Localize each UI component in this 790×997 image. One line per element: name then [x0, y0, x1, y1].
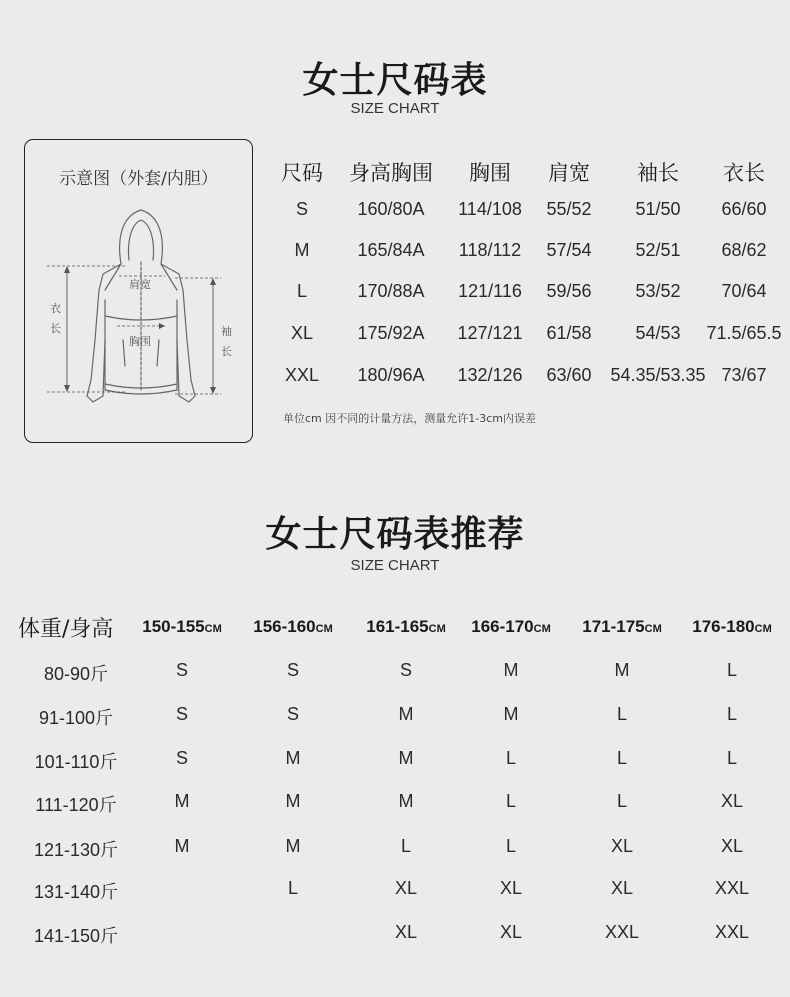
height-range-header: 150-155CM	[142, 617, 222, 636]
weight-range-label: 80-90斤	[43, 664, 109, 685]
recommended-size-cell: L	[616, 748, 628, 768]
recommended-size-cell: XL	[499, 878, 523, 898]
table-cell: 165/84A	[357, 240, 425, 260]
recommended-size-cell: M	[398, 748, 414, 768]
table-cell: 66/60	[721, 199, 767, 219]
recommended-size-cell: XL	[499, 922, 523, 942]
weight-range-label: 121-130斤	[33, 840, 119, 861]
table-cell: 114/108	[458, 199, 522, 219]
measurement-note: 单位cm 因不同的计量方法，测量允许1-3cm内误差	[283, 412, 536, 425]
height-range-header: 171-175CM	[582, 617, 662, 636]
table-cell: M	[294, 240, 310, 260]
table-cell: 170/88A	[357, 281, 425, 301]
recommendation-title: 女士尺码表推荐	[265, 514, 525, 555]
size-chart-subtitle: SIZE CHART	[350, 100, 440, 117]
table-cell: S	[295, 199, 309, 219]
table-cell: 175/92A	[357, 323, 425, 343]
height-range-header: 161-165CM	[366, 617, 446, 636]
recommended-size-cell: L	[505, 791, 517, 811]
table-cell: 54.35/53.35	[610, 365, 706, 385]
table-cell: 55/52	[546, 199, 592, 219]
table-cell: 63/60	[546, 365, 592, 385]
height-range-header: 166-170CM	[471, 617, 551, 636]
recommendation-subtitle: SIZE CHART	[350, 557, 440, 574]
chest-label: 胸围	[129, 335, 151, 348]
table-cell: 118/112	[458, 240, 522, 260]
weight-height-corner-label: 体重/身高	[18, 617, 114, 642]
recommended-size-cell: M	[285, 748, 301, 768]
table-cell: XL	[290, 323, 314, 343]
recommended-size-cell: XL	[720, 791, 744, 811]
table-header-cell: 尺码	[281, 161, 323, 185]
jacket-diagram-panel	[24, 139, 253, 443]
recommended-size-cell: S	[286, 704, 300, 724]
recommended-size-cell: M	[174, 791, 190, 811]
recommended-size-cell: L	[287, 878, 299, 898]
recommended-size-cell: XXL	[604, 922, 640, 942]
recommended-size-cell: L	[616, 704, 628, 724]
table-cell: 68/62	[721, 240, 767, 260]
recommended-size-cell: M	[503, 704, 519, 724]
jacket-illustration	[25, 140, 254, 444]
weight-range-label: 101-110斤	[34, 752, 118, 773]
table-cell: L	[296, 281, 308, 301]
recommended-size-cell: S	[286, 660, 300, 680]
recommended-size-cell: XL	[394, 878, 418, 898]
recommended-size-cell: M	[503, 660, 519, 680]
recommended-size-cell: XL	[610, 878, 634, 898]
diagram-caption: 示意图（外套/内胆）	[59, 169, 218, 189]
recommended-size-cell: XL	[394, 922, 418, 942]
recommended-size-cell: XXL	[714, 878, 750, 898]
table-cell: 132/126	[457, 365, 523, 385]
table-cell: 70/64	[721, 281, 767, 301]
table-header-cell: 胸围	[469, 161, 511, 185]
length-label-2: 长	[50, 322, 61, 335]
table-cell: XXL	[284, 365, 320, 385]
recommended-size-cell: S	[399, 660, 413, 680]
height-range-header: 176-180CM	[692, 617, 772, 636]
recommended-size-cell: S	[175, 704, 189, 724]
table-cell: 53/52	[635, 281, 681, 301]
size-chart-title: 女士尺码表	[302, 60, 488, 101]
table-header-cell: 肩宽	[548, 161, 590, 185]
table-cell: 127/121	[457, 323, 523, 343]
recommended-size-cell: XL	[720, 836, 744, 856]
recommended-size-cell: L	[400, 836, 412, 856]
recommended-size-cell: L	[726, 704, 738, 724]
weight-range-label: 111-120斤	[35, 795, 117, 816]
recommended-size-cell: L	[505, 836, 517, 856]
recommended-size-cell: S	[175, 660, 189, 680]
table-cell: 57/54	[546, 240, 592, 260]
table-cell: 71.5/65.5	[706, 323, 782, 343]
table-cell: 73/67	[721, 365, 767, 385]
recommended-size-cell: L	[505, 748, 517, 768]
recommended-size-cell: L	[616, 791, 628, 811]
table-cell: 59/56	[546, 281, 592, 301]
recommended-size-cell: M	[398, 704, 414, 724]
table-cell: 180/96A	[357, 365, 425, 385]
weight-range-label: 91-100斤	[38, 708, 114, 729]
recommended-size-cell: M	[285, 791, 301, 811]
recommended-size-cell: XXL	[714, 922, 750, 942]
recommended-size-cell: M	[614, 660, 630, 680]
sleeve-label-2: 长	[221, 345, 232, 358]
height-range-header: 156-160CM	[253, 617, 333, 636]
recommended-size-cell: L	[726, 660, 738, 680]
table-header-cell: 袖长	[637, 161, 679, 185]
weight-range-label: 131-140斤	[33, 882, 119, 903]
length-label-1: 衣	[50, 302, 61, 315]
table-cell: 160/80A	[357, 199, 425, 219]
recommended-size-cell: XL	[610, 836, 634, 856]
table-cell: 121/116	[458, 281, 522, 301]
table-cell: 52/51	[635, 240, 681, 260]
table-cell: 61/58	[546, 323, 592, 343]
recommended-size-cell: M	[398, 791, 414, 811]
recommended-size-cell: L	[726, 748, 738, 768]
recommended-size-cell: M	[174, 836, 190, 856]
sleeve-label-1: 袖	[221, 325, 232, 338]
table-header-cell: 身高胸围	[349, 161, 433, 185]
table-header-cell: 衣长	[723, 161, 765, 185]
weight-range-label: 141-150斤	[33, 926, 119, 947]
table-cell: 54/53	[635, 323, 681, 343]
shoulder-label: 肩宽	[129, 278, 151, 291]
table-cell: 51/50	[635, 199, 681, 219]
recommended-size-cell: S	[175, 748, 189, 768]
recommended-size-cell: M	[285, 836, 301, 856]
